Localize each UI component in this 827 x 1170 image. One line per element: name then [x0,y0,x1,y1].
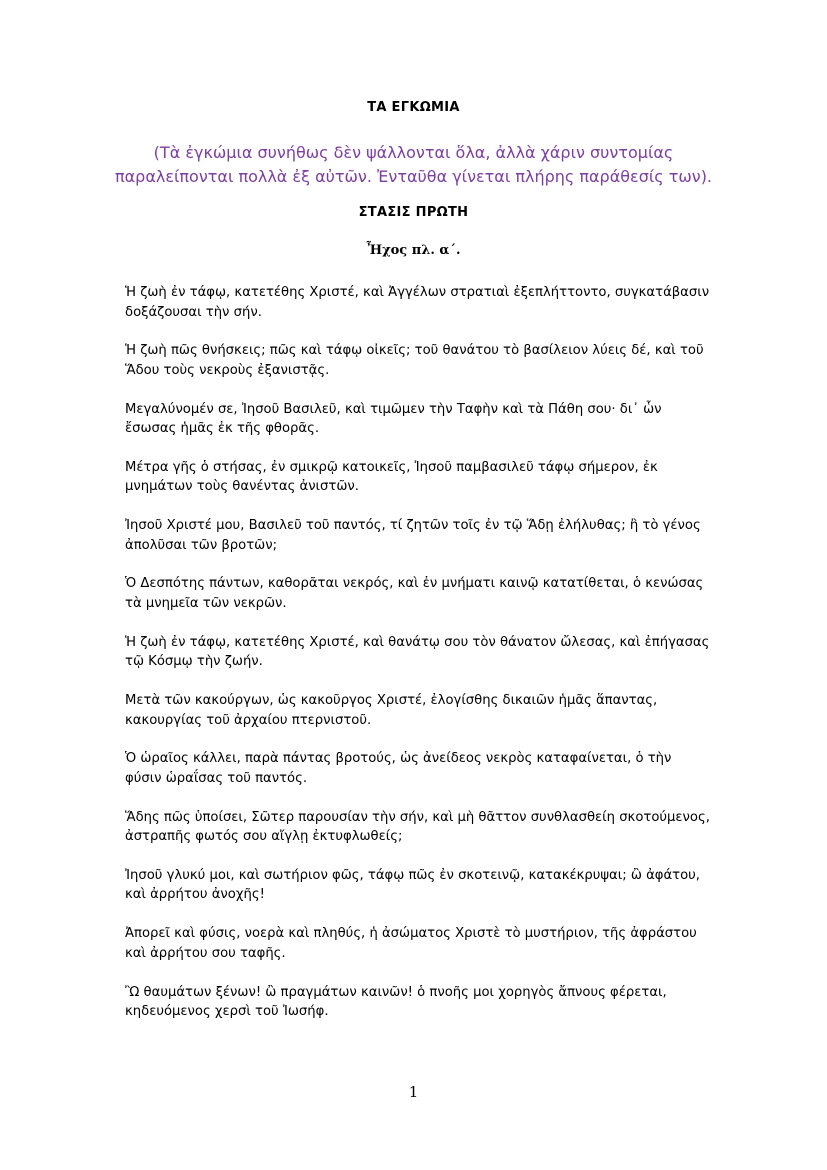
verse-paragraph: Ἅδης πῶς ὑποίσει, Σῶτερ παρουσίαν τὴν σήν, καὶ μὴ θᾶττον συνθλασθείη σκοτούμενος, ἀστραπῆς φωτός σου αἴγλῃ ἐκτυφλωθείς; [125,809,710,845]
verse-paragraph: Ὢ θαυμάτων ξένων! ὢ πραγμάτων καινῶν! ὁ πνοῆς μοι χορηγὸς ἄπνους φέρεται, κηδευόμενος χερσὶ τοῦ Ἰωσήφ. [125,984,667,1020]
verse-paragraph: Ἀπορεῖ καὶ φύσις, νοερὰ καὶ πληθύς, ἡ ἀσώματος Χριστὲ τὸ μυστήριον, τῆς ἀφράστου καὶ ἀρρήτου σου ταφῆς. [125,926,697,961]
verse-paragraph: Ὁ Δεσπότης πάντων, καθορᾶται νεκρός, καὶ ἐν μνήματι καινῷ κατατίθεται, ὁ κενώσας τὰ μνημεῖα τῶν νεκρῶν. [125,576,704,611]
verse-paragraph: Μετὰ τῶν κακούργων, ὡς κακοῦργος Χριστέ, ἐλογίσθης δικαιῶν ἡμᾶς ἅπαντας, κακουργίας τοῦ ἀρχαίου πτερνιστοῦ. [125,693,658,728]
verses-list [125,283,710,1041]
section-title: ΣΤΑΣΙΣ ΠΡΩΤΗ [358,205,469,220]
tone-heading: Ἦχος πλ. α΄. [366,243,461,258]
verse-paragraph: Μεγαλύνομέν σε, Ἰησοῦ Βασιλεῦ, καὶ τιμῶμεν τὴν Ταφὴν καὶ τὰ Πάθη σου· δι᾿ ὧν ἔσωσας ἡμᾶς ἐκ τῆς φθορᾶς. [125,401,662,437]
document-title: ΤΑ ΕΓΚΩΜΙΑ [367,100,460,115]
verse-paragraph: Ἰησοῦ Χριστέ μου, Βασιλεῦ τοῦ παντός, τί ζητῶν τοῖς ἐν τῷ Ἅδῃ ἐλήλυθας; ἢ τὸ γένος ἀπολῦσαι τῶν βροτῶν; [125,518,701,553]
verse-paragraph: Μέτρα γῆς ὁ στήσας, ἐν σμικρῷ κατοικεῖς, Ἰησοῦ παμβασιλεῦ τάφῳ σήμερον, ἐκ μνημάτων τοὺς θανέντας ἀνιστῶν. [125,459,658,495]
verse-paragraph: Ἰησοῦ γλυκύ μοι, καὶ σωτήριον φῶς, τάφῳ πῶς ἐν σκοτεινῷ, κατακέκρυψαι; ὢ ἀφάτου, καὶ ἀρρήτου ἀνοχῆς! [125,867,701,903]
document-subtitle: (Τὰ ἐγκώμια συνήθως δὲν ψάλλονται ὅλα, ἀλλὰ χάριν συντομίας παραλείπονται πολλὰ ἐξ αὐτῶν. Ἐνταῦθα γίνεται πλήρης παράθεσίς των). [114,143,713,186]
page-number: 1 [408,1083,419,1101]
verse-paragraph: Ἡ ζωὴ ἐν τάφῳ, κατετέθης Χριστέ, καὶ θανάτῳ σου τὸν θάνατον ὤλεσας, καὶ ἐπήγασας τῷ Κόσμῳ τὴν ζωήν. [125,634,710,670]
verse-paragraph: Ὁ ὡραῖος κάλλει, παρὰ πάντας βροτούς, ὡς ἀνείδεος νεκρὸς καταφαίνεται, ὁ τὴν φύσιν ὡραΐσας τοῦ παντός. [125,751,672,786]
verse-paragraph: Ἡ ζωὴ πῶς θνήσκεις; πῶς καὶ τάφῳ οἰκεῖς; τοῦ θανάτου τὸ βασίλειον λύεις δέ, καὶ τοῦ Ἅδου τοὺς νεκροὺς ἐξανιστᾷς. [125,343,704,378]
verse-paragraph: Ἡ ζωὴ ἐν τάφῳ, κατετέθης Χριστέ, καὶ Ἀγγέλων στρατιαὶ ἐξεπλήττοντο, συγκατάβασιν δοξάζουσαι τὴν σήν. [125,285,710,320]
